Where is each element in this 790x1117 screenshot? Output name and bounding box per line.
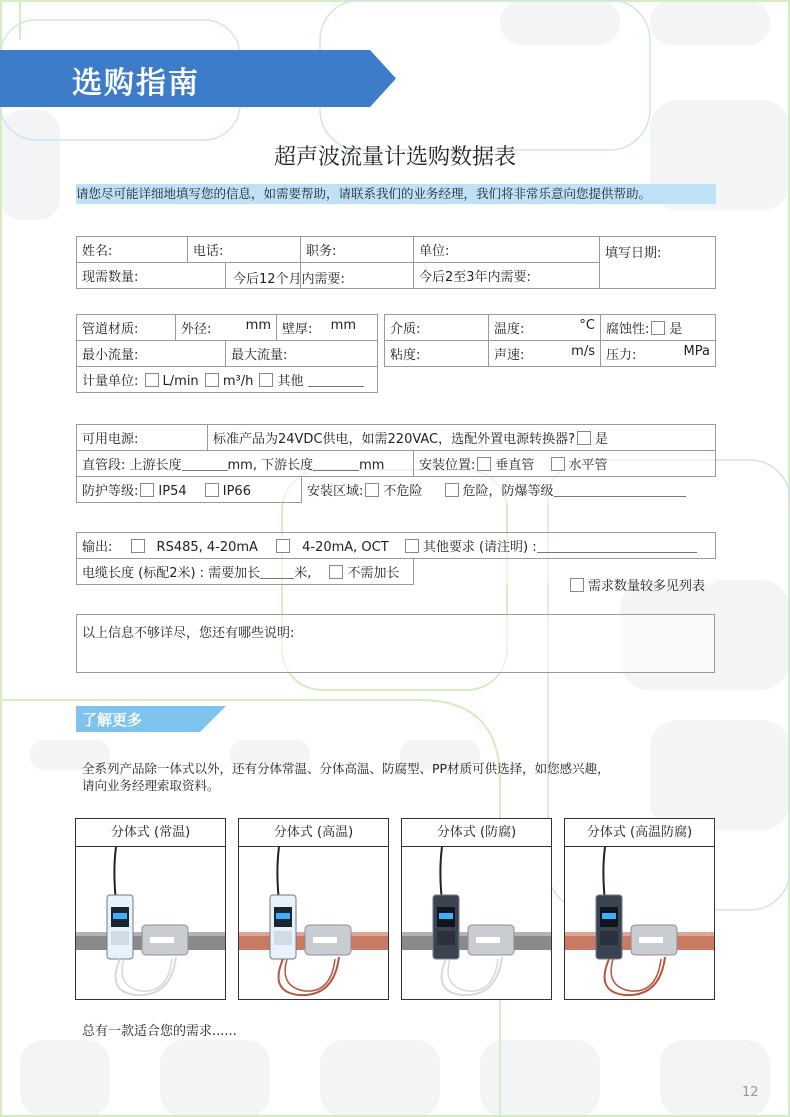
ip66-checkbox[interactable]	[205, 483, 219, 497]
closing-text: 总有一款适合您的需求......	[82, 1024, 237, 1039]
corrosive-field[interactable]: 腐蚀性: 是	[601, 315, 716, 341]
output-row[interactable]: 输出: RS485, 4-20mA 4-20mA, OCT 其他要求 (请注明) :	[77, 533, 716, 559]
min-flow-field[interactable]: 最小流量:	[77, 341, 226, 367]
no-extend-checkbox[interactable]	[329, 565, 343, 579]
company-field[interactable]: 单位:	[414, 237, 600, 263]
non-hazard-checkbox[interactable]	[365, 483, 379, 497]
unit-m3h-checkbox[interactable]	[205, 373, 219, 387]
power-converter-checkbox[interactable]	[577, 431, 591, 445]
power-field: 可用电源:	[77, 425, 208, 451]
pipe-material-field[interactable]: 管道材质:	[77, 315, 176, 341]
pressure-field[interactable]: 压力: MPa	[601, 341, 716, 367]
product-image	[239, 847, 388, 999]
date-field[interactable]: 填写日期:	[600, 237, 716, 289]
install-area-field[interactable]: 安装区域: 不危险 危险，防爆等级	[302, 477, 716, 503]
vertical-checkbox[interactable]	[477, 457, 491, 471]
medium-field[interactable]: 介质:	[385, 315, 489, 341]
unit-other-checkbox[interactable]	[259, 373, 273, 387]
power-table	[76, 424, 716, 503]
unit-lmin-checkbox[interactable]	[145, 373, 159, 387]
horizontal-checkbox[interactable]	[551, 457, 565, 471]
product-card	[401, 818, 552, 1000]
product-label: 分体式 (高温防腐)	[565, 819, 714, 847]
product-card	[564, 818, 715, 1000]
product-image	[402, 847, 551, 999]
sound-speed-field[interactable]: 声速: m/s	[489, 341, 601, 367]
ip54-checkbox[interactable]	[140, 483, 154, 497]
straight-pipe-field[interactable]: 直管段: 上游长度 mm, 下游长度 mm	[77, 451, 414, 477]
unit-select-row[interactable]: 计量单位: L/min m³/h 其他	[77, 367, 378, 393]
learn-more-text: 全系列产品除一体式以外，还有分体常温、分体高温、防腐型、PP材质可供选择，如您感兴趣， 请向业务经理索取资料。	[82, 761, 610, 793]
temperature-field[interactable]: 温度: °C	[489, 315, 601, 341]
name-field[interactable]: 姓名:	[77, 237, 188, 263]
product-card	[75, 818, 226, 1000]
medium-table	[384, 314, 716, 367]
learn-more-title: 了解更多	[82, 711, 143, 729]
multi-quantity-checkbox[interactable]	[570, 578, 584, 592]
product-label: 分体式 (常温)	[76, 819, 225, 847]
power-option-row[interactable]: 标准产品为24VDC供电，如需220VAC，选配外置电源转换器? 是	[208, 425, 716, 451]
rs485-checkbox[interactable]	[131, 539, 145, 553]
remarks-field[interactable]: 以上信息不够详尽，您还有哪些说明:	[77, 615, 715, 673]
viscosity-field[interactable]: 粘度:	[385, 341, 489, 367]
cable-length-field[interactable]: 电缆长度 (标配2米) : 需要加长 米, 不需加长	[77, 559, 414, 585]
multi-quantity-option[interactable]: 需求数量较多见列表	[568, 575, 705, 594]
basic-info-table	[76, 236, 716, 289]
oct-checkbox[interactable]	[276, 539, 290, 553]
product-card	[238, 818, 389, 1000]
section-title: 选购指南	[72, 66, 200, 101]
notice-bar: 请您尽可能详细地填写您的信息，如需要帮助，请联系我们的业务经理，我们将非常乐意向您提供帮助。	[76, 184, 716, 204]
wall-thickness-field[interactable]: 壁厚: mm	[277, 315, 378, 341]
product-image	[76, 847, 225, 999]
max-flow-field[interactable]: 最大流量:	[226, 341, 378, 367]
form-title: 超声波流量计选购数据表	[273, 145, 516, 170]
quantity-row[interactable]: 现需数量: 今后12个月内需要:	[77, 263, 301, 289]
corrosive-checkbox[interactable]	[651, 321, 665, 335]
position-field[interactable]: 职务:	[301, 237, 414, 263]
remarks-table	[76, 614, 715, 673]
product-label: 分体式 (高温)	[239, 819, 388, 847]
other-output-checkbox[interactable]	[405, 539, 419, 553]
qty-12m-field: 今后12个月内需要:	[233, 272, 345, 287]
hazard-checkbox[interactable]	[445, 483, 459, 497]
product-label: 分体式 (防腐)	[402, 819, 551, 847]
outer-diameter-field[interactable]: 外径: mm	[176, 315, 277, 341]
pipe-table	[76, 314, 378, 393]
qty-2-3y-field[interactable]: 今后2至3年内需要:	[414, 263, 600, 289]
page-number: 12	[742, 1085, 759, 1100]
product-image	[565, 847, 714, 999]
install-position-field[interactable]: 安装位置: 垂直管 水平管	[414, 451, 716, 477]
protection-field[interactable]: 防护等级: IP54 IP66	[77, 477, 302, 503]
phone-field[interactable]: 电话:	[188, 237, 301, 263]
